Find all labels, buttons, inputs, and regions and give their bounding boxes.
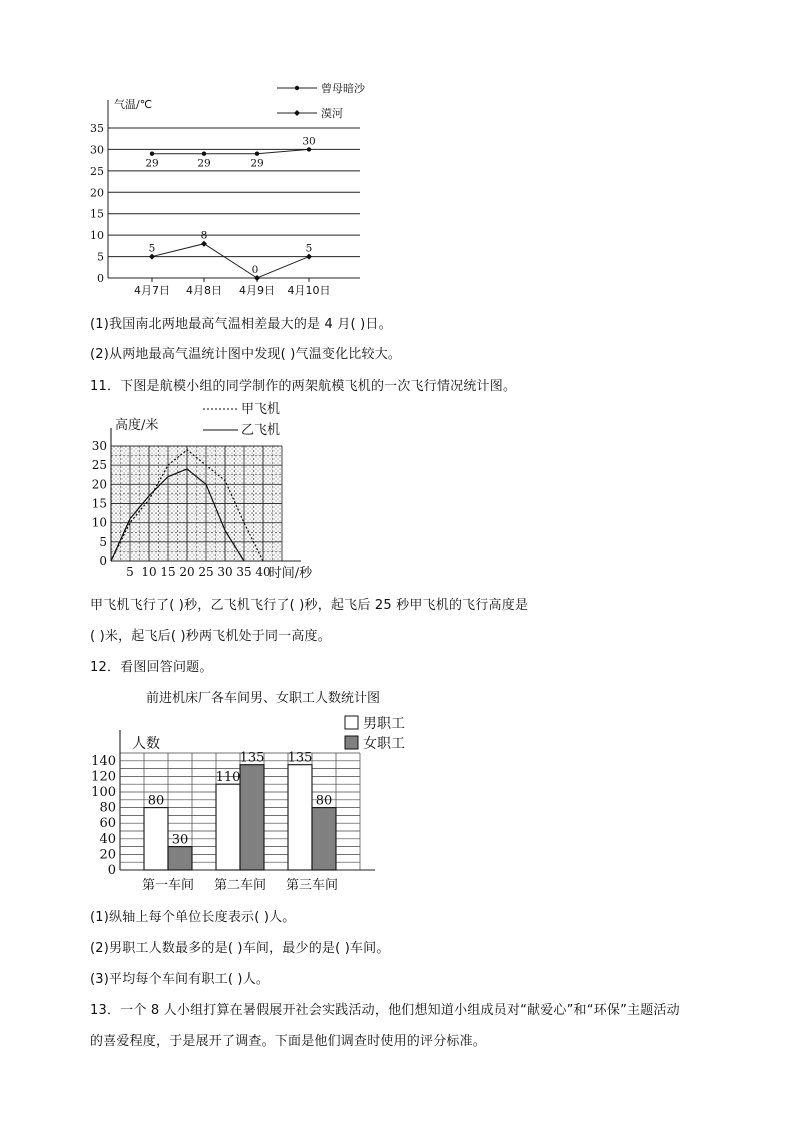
y-tick-label: 0 <box>97 272 104 285</box>
x-tick-label: 4月8日 <box>186 284 222 297</box>
legend-label-1: 甲飞机 <box>241 402 281 417</box>
data-label: 5 <box>148 242 156 255</box>
data-label: 135 <box>239 750 265 766</box>
data-label: 29 <box>250 157 264 170</box>
data-label: 135 <box>287 750 313 766</box>
data-label: 110 <box>215 770 241 786</box>
y-tick-label: 10 <box>90 229 104 243</box>
y-tick-label: 80 <box>99 800 116 816</box>
bar <box>288 765 312 870</box>
q11-title: 11．下图是航模小组的同学制作的两架航模飞机的一次飞行情况统计图。 <box>90 379 517 394</box>
temperature-line-chart <box>80 70 400 305</box>
legend-label: 男职工 <box>363 716 405 732</box>
q13-line2: 的喜爱程度，于是展开了调查。下面是他们调查时使用的评分标准。 <box>90 1034 487 1049</box>
x-tick-label: 第三车间 <box>285 878 339 893</box>
q11-line1: 甲飞机飞行了( )秒，乙飞机飞行了( )秒，起飞后 25 秒甲飞机的飞行高度是 <box>90 598 529 613</box>
x-tick-label: 5 <box>126 565 134 579</box>
x-tick-label: 40 <box>255 565 271 579</box>
y-tick-label: 0 <box>99 554 107 568</box>
x-tick-label: 4月10日 <box>287 284 331 297</box>
y-tick-label: 10 <box>91 515 107 530</box>
legend-label-2: 乙飞机 <box>241 423 281 438</box>
y-tick-label: 20 <box>99 847 116 863</box>
legend-marker-2 <box>294 110 300 116</box>
legend-swatch <box>345 736 358 749</box>
x-tick-label: 35 <box>236 565 252 579</box>
data-label: 30 <box>171 832 189 848</box>
series-line-1 <box>152 149 309 153</box>
data-point <box>255 152 259 156</box>
legend-label-1: 曾母暗沙 <box>321 82 365 95</box>
data-point <box>307 147 311 151</box>
legend-swatch <box>345 716 358 729</box>
y-tick-label: 120 <box>91 769 116 785</box>
bar <box>168 847 192 870</box>
data-label: 29 <box>197 157 211 170</box>
data-point <box>150 152 154 156</box>
data-label: 80 <box>315 793 333 809</box>
data-label: 80 <box>147 793 165 809</box>
q13-line1: 13．一个 8 人小组打算在暑假展开社会实践活动，他们想知道小组成员对“献爱心”和“环保”主题活动 <box>90 1003 680 1018</box>
x-tick-label: 第一车间 <box>141 878 195 893</box>
x-tick-label: 15 <box>160 565 176 579</box>
x-tick-label: 25 <box>198 565 214 579</box>
q11-line2: ( )米，起飞后( )秒两飞机处于同一高度。 <box>90 629 331 644</box>
x-tick-label: 10 <box>141 565 157 579</box>
y-tick-label: 30 <box>91 439 107 453</box>
y-axis-label: 人数 <box>132 736 160 752</box>
bar <box>144 808 168 870</box>
y-tick-label: 140 <box>91 753 116 769</box>
q12-part2: (2)男职工人数最多的是( )车间，最少的是( )车间。 <box>90 941 390 956</box>
worker-bar-chart <box>85 710 415 900</box>
data-label: 29 <box>145 157 159 170</box>
y-tick-label: 5 <box>99 534 107 549</box>
x-tick-label: 20 <box>179 565 195 579</box>
legend-marker-1 <box>295 86 299 90</box>
data-label: 30 <box>302 135 316 148</box>
q10-part1: (1)我国南北两地最高气温相差最大的是 4 月( )日。 <box>90 317 392 332</box>
y-tick-label: 15 <box>90 207 104 221</box>
y-tick-label: 20 <box>90 186 104 200</box>
y-tick-label: 15 <box>91 496 107 511</box>
data-label: 5 <box>305 242 313 255</box>
y-tick-label: 100 <box>91 785 116 800</box>
x-tick-label: 4月9日 <box>239 284 275 297</box>
legend-label: 女职工 <box>363 736 405 752</box>
y-tick-label: 40 <box>99 831 116 847</box>
y-tick-label: 25 <box>91 458 107 473</box>
y-tick-label: 25 <box>90 164 104 178</box>
x-tick-label: 第二车间 <box>213 878 267 893</box>
flight-height-line-chart <box>85 398 345 588</box>
y-tick-label: 0 <box>107 863 116 878</box>
y-tick-label: 35 <box>90 122 104 135</box>
bar <box>240 765 264 870</box>
series-line-2 <box>152 244 309 278</box>
bar <box>312 808 336 870</box>
y-tick-label: 5 <box>97 250 104 264</box>
q12-title: 12．看图回答问题。 <box>90 660 213 675</box>
x-tick-label: 4月7日 <box>134 284 170 297</box>
x-tick-label: 30 <box>217 565 233 579</box>
q12-part1: (1)纵轴上每个单位长度表示( )人。 <box>90 910 296 925</box>
data-label: 0 <box>251 264 259 276</box>
bar <box>216 784 240 870</box>
y-tick-label: 60 <box>99 816 116 832</box>
legend-label-2: 漠河 <box>321 107 343 120</box>
y-tick-label: 30 <box>90 143 104 157</box>
y-axis-label: 高度/米 <box>115 418 159 433</box>
q12-part3: (3)平均每个车间有职工( )人。 <box>90 972 270 987</box>
q10-part2: (2)从两地最高气温统计图中发现( )气温变化比较大。 <box>90 347 402 362</box>
data-label: 8 <box>200 229 208 242</box>
x-axis-label: 时间/秒 <box>268 566 313 581</box>
bar-chart-title: 前进机床厂各车间男、女职工人数统计图 <box>146 691 381 706</box>
y-axis-label: 气温/℃ <box>114 98 153 111</box>
data-point <box>202 152 206 156</box>
y-tick-label: 20 <box>91 477 107 492</box>
